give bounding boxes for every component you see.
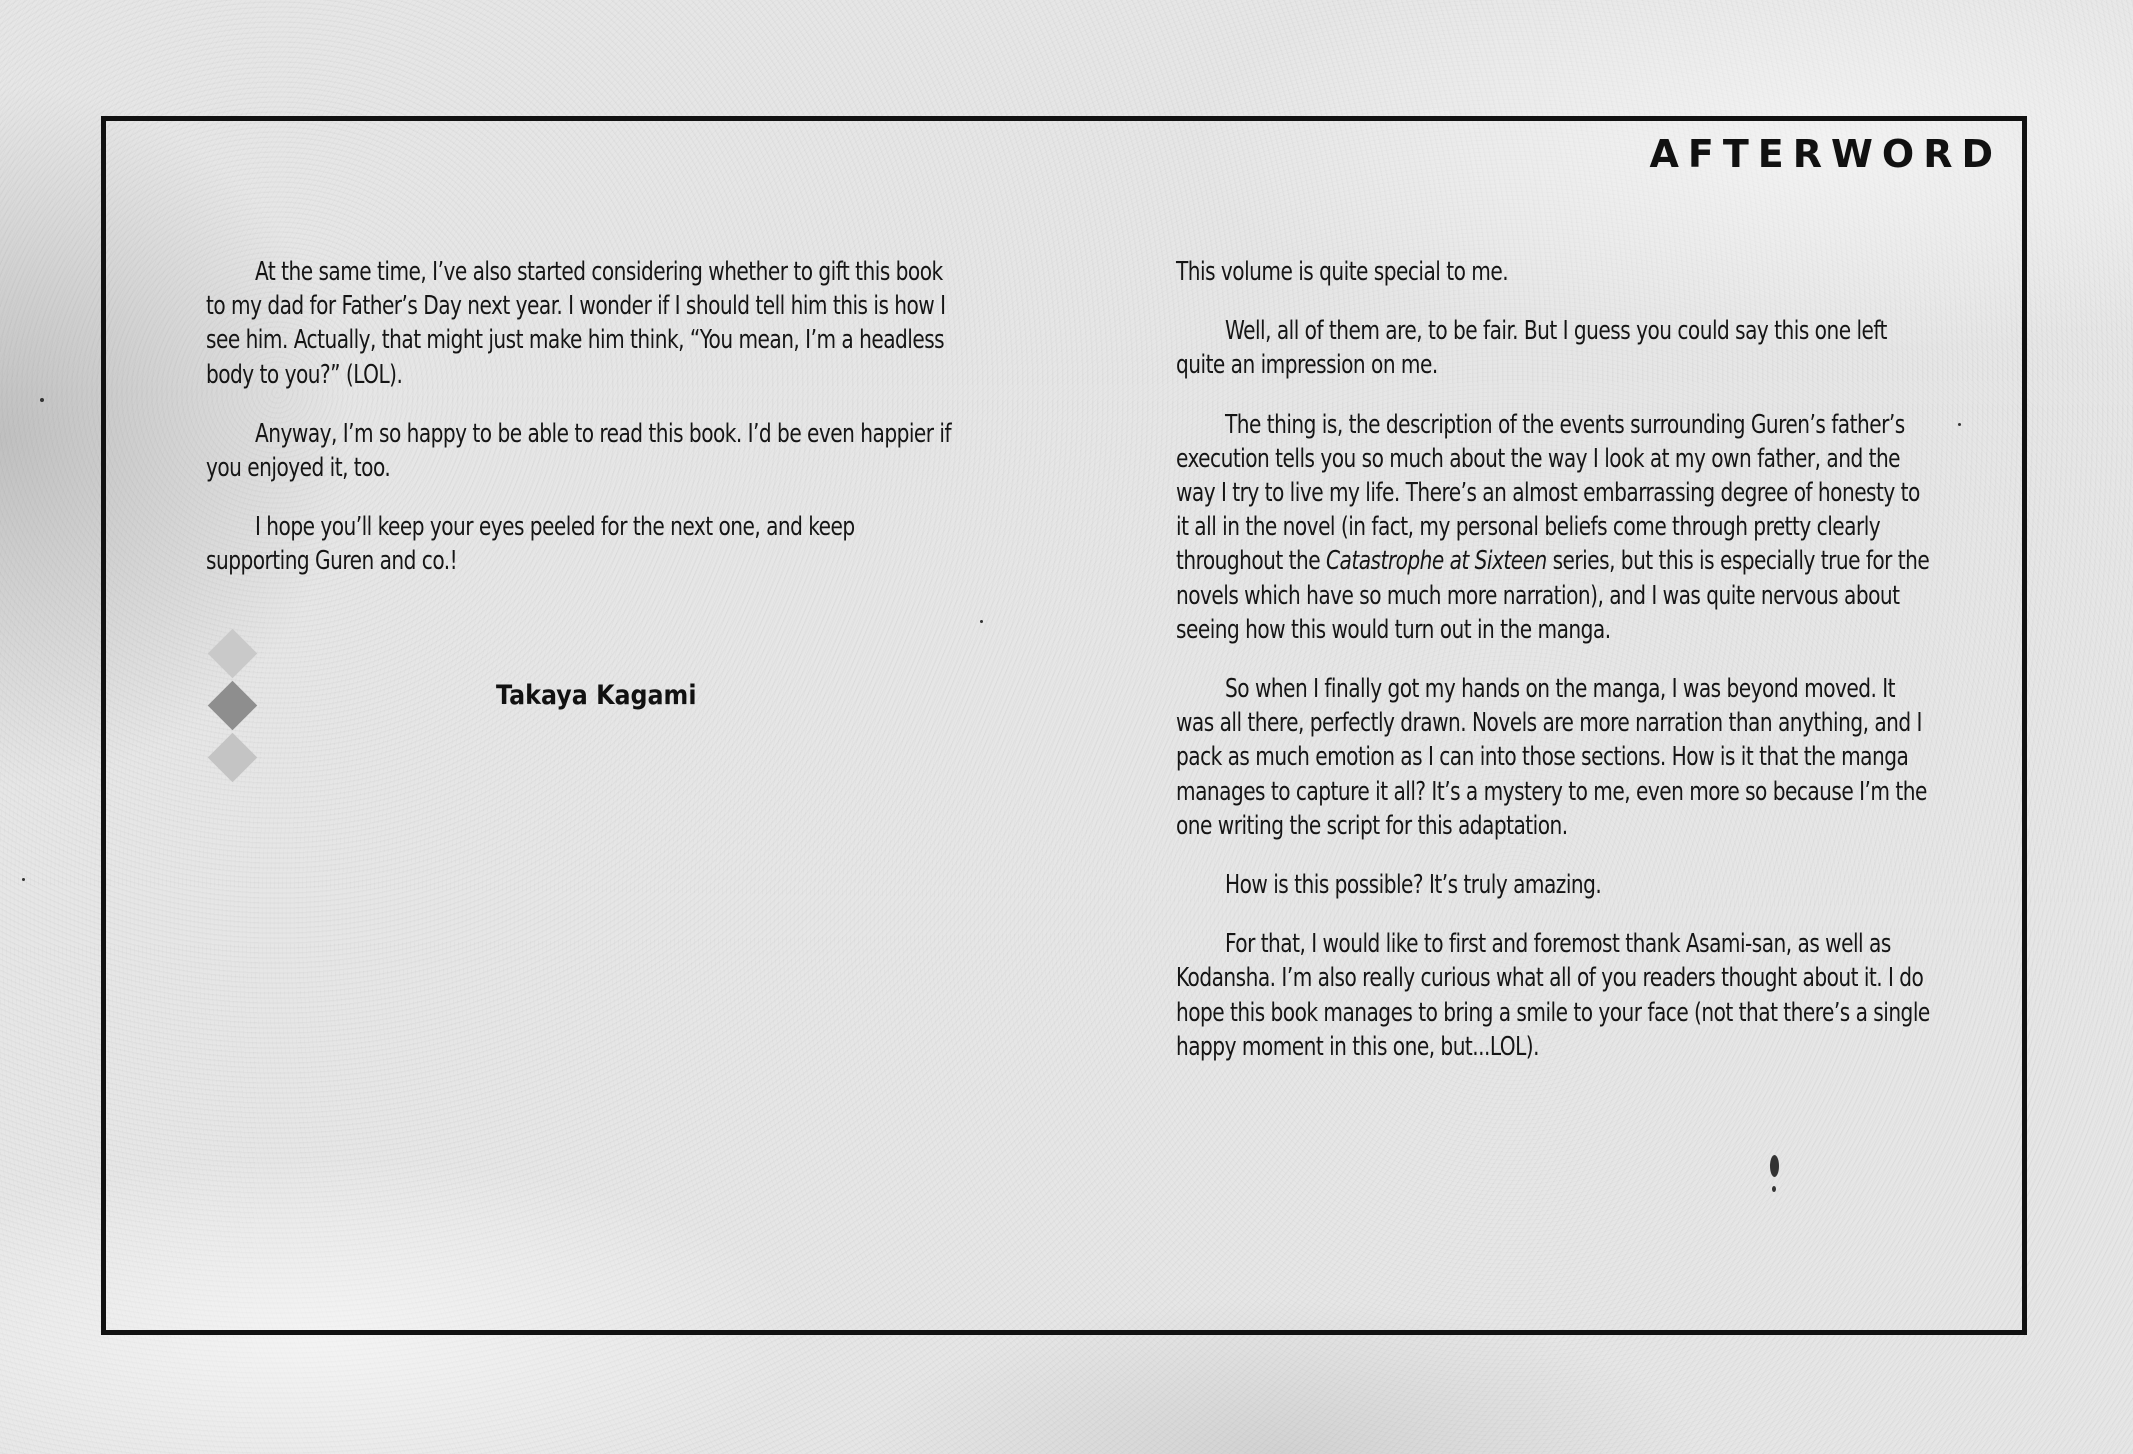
- series-title: Catastrophe at Sixteen: [1325, 546, 1547, 577]
- left-paragraph-3: I hope you’ll keep your eyes peeled for the next one, and keep supporting Guren and co.!: [206, 512, 855, 577]
- left-paragraph-1: At the same time, I’ve also started considering whether to gift this book to my dad for Father’s Day next year. I wonder if I should tell him this is how I see him. Actually, that might just make him think, “You mean, I’m a headless body to you?” (LOL).: [206, 257, 946, 390]
- diamond-icon-bottom: [208, 733, 257, 782]
- ink-speck: [40, 398, 44, 402]
- ink-speck: [1958, 423, 1961, 426]
- right-paragraph-2: Well, all of them are, to be fair. But I guess you could say this one left quite an impression on me.: [1176, 316, 1887, 381]
- author-signature: Takaya Kagami: [496, 680, 697, 711]
- right-paragraph-3-text-b: series, but this is especially true for the novels which have so much more narration), and I was quite nervous about seeing how this would turn out in the manga.: [1176, 546, 1930, 645]
- page-heading: AFTERWORD: [1649, 132, 2002, 176]
- right-paragraph-3-text-a: The thing is, the description of the events surrounding Guren’s father’s execution tells you so much about the way I look at my own father, and the way I try to live my life. There’s an almost embarrassing degree of honesty to it all in the novel (in fact, my personal beliefs come through pretty clearly throughout the: [1176, 409, 1920, 577]
- left-paragraph-2: Anyway, I’m so happy to be able to read this book. I’d be even happier if you enjoyed it, too.: [206, 418, 952, 484]
- ink-speck: [22, 878, 25, 881]
- right-paragraph-6: For that, I would like to first and foremost thank Asami-san, as well as Kodansha. I’m also really curious what all of you readers thought about it. I do hope this book manages to bring a smile to your face (not that there’s a single happy moment in this one, but...LOL).: [1176, 929, 1930, 1062]
- right-paragraph-5: How is this possible? It’s truly amazing.: [1225, 870, 1602, 901]
- right-column: [1176, 255, 1933, 1089]
- diamond-icon-top: [208, 629, 257, 678]
- ink-speck: [1772, 1186, 1776, 1192]
- diamond-ornament: [205, 626, 261, 776]
- ink-speck: [1770, 1155, 1779, 1177]
- right-paragraph-3: [1176, 408, 1933, 647]
- diamond-icon-middle: [208, 681, 257, 730]
- right-paragraph-1: This volume is quite special to me.: [1176, 257, 1509, 287]
- right-paragraph-4: So when I finally got my hands on the manga, I was beyond moved. It was all there, perfectly drawn. Novels are more narration than anything, and I pack as much emotion as I can into those sections. How is it that the manga manages to capture it all? It’s a mystery to me, even more so because I’m the one writing the script for this adaptation.: [1176, 674, 1927, 841]
- ink-speck: [980, 620, 983, 623]
- left-column: [206, 255, 963, 604]
